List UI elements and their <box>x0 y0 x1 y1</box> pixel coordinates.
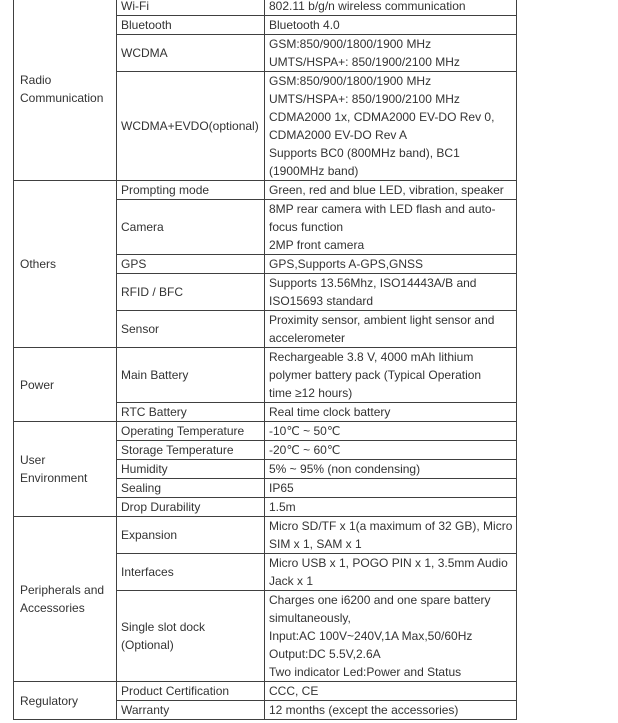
category-label-line: Environment <box>20 471 88 485</box>
value-line: CDMA2000 1x, CDMA2000 EV-DO Rev 0, <box>269 110 495 124</box>
value-line: simultaneously, <box>269 611 351 625</box>
item-cell <box>117 0 265 16</box>
value-line: 802.11 b/g/n wireless communication <box>269 0 466 13</box>
value-line: CCC, CE <box>269 684 319 698</box>
value-line: accelerometer <box>269 331 346 345</box>
item-cell <box>117 200 265 255</box>
value-cell <box>265 422 517 441</box>
value-line: Micro SD/TF x 1(a maximum of 32 GB), Micro <box>269 519 513 533</box>
value-line: 12 months (except the accessories) <box>269 703 459 717</box>
value-cell <box>265 682 517 701</box>
item-cell <box>117 591 265 682</box>
value-cell <box>265 701 517 720</box>
value-line: GPS,Supports A-GPS,GNSS <box>269 257 424 271</box>
item-cell <box>117 72 265 181</box>
item-cell <box>117 701 265 720</box>
item-label-line: Sensor <box>121 322 160 336</box>
category-cell-others <box>14 181 117 348</box>
value-line: GSM:850/900/1800/1900 MHz <box>269 74 432 88</box>
value-line: IP65 <box>269 481 294 495</box>
item-label-line: Drop Durability <box>121 500 201 514</box>
item-cell <box>117 682 265 701</box>
value-line: Bluetooth 4.0 <box>269 18 340 32</box>
value-cell <box>265 460 517 479</box>
spec-row <box>14 422 517 441</box>
item-label-line: RTC Battery <box>121 405 187 419</box>
item-label-line: Product Certification <box>121 684 230 698</box>
item-label-line: Storage Temperature <box>121 443 234 457</box>
value-line: polymer battery pack (Typical Operation <box>269 368 482 382</box>
item-label-line: Wi-Fi <box>121 0 149 13</box>
item-label-line: Main Battery <box>121 368 189 382</box>
value-line: Input:AC 100V~240V,1A Max,50/60Hz <box>269 629 473 643</box>
value-line: Output:DC 5.5V,2.6A <box>269 647 381 661</box>
item-cell <box>117 181 265 200</box>
category-label-line: Peripherals and <box>20 583 105 597</box>
value-line: ISO15693 standard <box>269 294 374 308</box>
value-line: CDMA2000 EV-DO Rev A <box>269 128 408 142</box>
category-label-line: Communication <box>20 90 104 105</box>
value-cell <box>265 441 517 460</box>
value-cell <box>265 517 517 554</box>
item-label-line: (Optional) <box>121 638 174 652</box>
item-label-line: WCDMA+EVDO(optional) <box>121 119 259 133</box>
value-line: GSM:850/900/1800/1900 MHz <box>269 37 432 51</box>
category-label-line: Power <box>20 377 55 392</box>
value-line: Two indicator Led:Power and Status <box>269 665 462 679</box>
item-cell <box>117 35 265 72</box>
value-line: 1.5m <box>269 500 296 514</box>
category-label-line: Radio <box>20 72 52 87</box>
value-line: Micro USB x 1, POGO PIN x 1, 3.5mm Audio <box>269 556 508 570</box>
item-label-line: GPS <box>121 257 147 271</box>
category-cell-peripherals <box>14 517 117 682</box>
category-cell-regulatory <box>14 682 117 720</box>
value-line: 5% ~ 95% (non condensing) <box>269 462 421 476</box>
item-cell <box>117 498 265 517</box>
category-cell-user-env <box>14 422 117 517</box>
value-cell <box>265 591 517 682</box>
item-cell <box>117 255 265 274</box>
value-cell <box>265 255 517 274</box>
value-line: -10℃ ~ 50℃ <box>269 424 341 438</box>
item-label-line: WCDMA <box>121 46 168 60</box>
category-label-line: Others <box>20 257 57 271</box>
item-label-line: Camera <box>121 220 164 234</box>
specification-table-body <box>14 0 517 720</box>
value-line: Real time clock battery <box>269 405 391 419</box>
value-line: 8MP rear camera with LED flash and auto- <box>269 202 496 216</box>
value-cell <box>265 403 517 422</box>
value-line: UMTS/HSPA+: 850/1900/2100 MHz <box>269 55 460 69</box>
value-line: Charges one i6200 and one spare battery <box>269 593 491 607</box>
value-cell <box>265 35 517 72</box>
category-label-line: User <box>20 453 46 467</box>
value-line: Supports 13.56Mhz, ISO14443A/B and <box>269 276 477 290</box>
value-line: Jack x 1 <box>269 574 314 588</box>
item-label-line: Sealing <box>121 481 162 495</box>
item-cell <box>117 554 265 591</box>
value-line: (1900MHz band) <box>269 164 359 178</box>
value-line: time ≥12 hours) <box>269 386 353 400</box>
item-label-line: Single slot dock <box>121 620 206 634</box>
item-cell <box>117 348 265 403</box>
value-cell <box>265 479 517 498</box>
value-cell <box>265 181 517 200</box>
value-line: Rechargeable 3.8 V, 4000 mAh lithium <box>269 350 474 364</box>
value-line: Supports BC0 (800MHz band), BC1 <box>269 146 460 160</box>
item-cell <box>117 311 265 348</box>
value-line: SIM x 1, SAM x 1 <box>269 537 362 551</box>
specification-table <box>13 0 517 720</box>
item-cell <box>117 274 265 311</box>
category-label-line: Accessories <box>20 601 85 615</box>
item-cell <box>117 16 265 35</box>
item-label-line: Bluetooth <box>121 18 172 32</box>
item-cell <box>117 441 265 460</box>
value-cell <box>265 311 517 348</box>
value-line: UMTS/HSPA+: 850/1900/2100 MHz <box>269 92 460 106</box>
item-label-line: Warranty <box>121 703 170 717</box>
item-label-line: Interfaces <box>121 565 174 579</box>
category-cell-power <box>14 348 117 422</box>
value-cell <box>265 72 517 181</box>
value-cell <box>265 554 517 591</box>
item-label-line: RFID / BFC <box>121 285 183 299</box>
value-cell <box>265 498 517 517</box>
item-label-line: Prompting mode <box>121 183 210 197</box>
value-cell <box>265 200 517 255</box>
value-line: focus function <box>269 220 344 234</box>
spec-row <box>14 682 517 701</box>
item-cell <box>117 479 265 498</box>
item-label-line: Humidity <box>121 462 168 476</box>
spec-row <box>14 348 517 403</box>
item-cell <box>117 517 265 554</box>
item-cell <box>117 422 265 441</box>
item-label-line: Operating Temperature <box>121 424 245 438</box>
value-line: Green, red and blue LED, vibration, speaker <box>269 183 504 197</box>
item-label-line: Expansion <box>121 528 178 542</box>
item-cell <box>117 403 265 422</box>
value-cell <box>265 16 517 35</box>
value-cell <box>265 0 517 16</box>
spec-row <box>14 0 517 16</box>
value-cell <box>265 348 517 403</box>
spec-row <box>14 517 517 554</box>
value-line: 2MP front camera <box>269 238 365 252</box>
category-label-line: Regulatory <box>20 693 79 708</box>
spec-row <box>14 181 517 200</box>
item-cell <box>117 460 265 479</box>
value-line: -20℃ ~ 60℃ <box>269 443 341 457</box>
value-line: Proximity sensor, ambient light sensor and <box>269 313 495 327</box>
value-cell <box>265 274 517 311</box>
category-cell-radio <box>14 0 117 181</box>
